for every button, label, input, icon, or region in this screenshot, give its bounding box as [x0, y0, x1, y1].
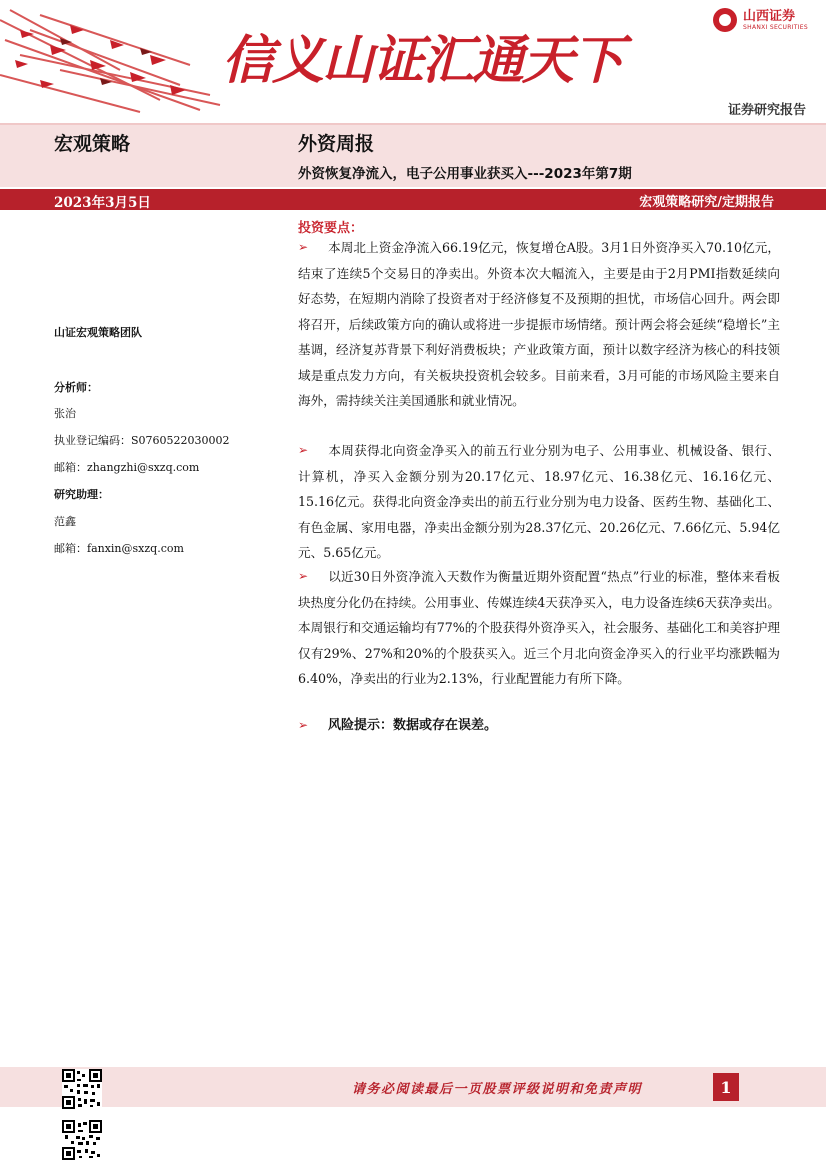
- paragraph-1-text: 本周北上资金净流入66.19亿元，恢复增仓A股。3月1日外资净买入70.10亿元，结束了连续5个交易日的净卖出。外资本次大幅流入，主要是由于2月PMI指数延续向好态势，在短期内消除了投资者对于经济修复不及预期的担忧，市场信心回升。两会即将召开，后续政策方向的确认或将进一步提振市场情绪。预计两会将会延续“稳增长”主基调，经济复苏背景下利好消费板块；产业政策方面，预计以数字经济为核心的科技领域是重点发力方向，有关板块投资机会较多。目前来看，3月可能的市场风险主要来自海外，需持续关注美国通胀和就业情况。: [298, 240, 780, 408]
- paragraph-3-text: 以近30日外资净流入天数作为衡量近期外资配置“热点”行业的标准，整体来看板块热度分化仍在持续。公用事业、传媒连续4天获净买入，电力设备连续6天获净卖出。本周银行和交通运输均有77%的个股获得外资净买入，社会服务、基础化工和美容护理仅有29%、27%和20%的个股获买入。近三个月北向资金净买入的行业平均涨跌幅为6.40%，净卖出的行业为2.13%，行业配置能力有所下降。: [298, 569, 780, 686]
- page-number: 1: [713, 1073, 739, 1101]
- logo-icon: [713, 8, 737, 32]
- paragraph-2: [298, 438, 780, 566]
- brand-slogan: 信义山证汇通天下: [222, 30, 623, 91]
- category-right: 外资周报: [298, 133, 375, 155]
- assistant-email: 邮箱：fanxin@sxzq.com: [54, 542, 184, 555]
- risk-warning: 风险提示：数据或存在误差。: [328, 718, 498, 733]
- analyst-license: 执业登记编码：S0760522030002: [54, 434, 230, 447]
- analyst-name: 张治: [54, 407, 76, 420]
- qr-code-icon: [62, 1120, 102, 1160]
- logo-text: 山西证券: [743, 8, 796, 24]
- paragraph-1: [298, 235, 780, 414]
- logo-text-en: SHANXI SECURITIES: [743, 23, 808, 31]
- analyst-label: 分析师：: [54, 381, 98, 394]
- document-title: 外资恢复净流入，电子公用事业获买入---2023年第7期: [298, 166, 632, 182]
- disclaimer-note: 请务必阅读最后一页股票评级说明和免责声明: [352, 1082, 643, 1097]
- bullet-arrow-icon: ➢: [298, 240, 309, 254]
- category-left: 宏观策略: [54, 133, 131, 155]
- paragraph-2-text: 本周获得北向资金净买入的前五行业分别为电子、公用事业、机械设备、银行、计算机，净买入金额分别为20.17亿元、18.97亿元、16.38亿元、16.16亿元、15.16亿元。获得北向资金净卖出的前五行业分别为电力设备、医药生物、基础化工、有色金属、家用电器，净卖出金额分别为28.37亿元、20.26亿元、7.66亿元、5.94亿元、5.65亿元。: [298, 443, 780, 560]
- team-name: 山证宏观策略团队: [54, 326, 142, 339]
- report-date: 2023年3月5日: [54, 195, 151, 211]
- bullet-arrow-icon: ➢: [298, 569, 309, 583]
- bullet-arrow-icon: ➢: [298, 718, 309, 732]
- assistant-label: 研究助理：: [54, 488, 109, 501]
- analyst-email: 邮箱：zhangzhi@sxzq.com: [54, 461, 200, 474]
- report-category: 宏观策略研究/定期报告: [639, 195, 774, 210]
- qr-code-icon: [62, 1069, 102, 1109]
- risk-paragraph: [298, 712, 780, 739]
- key-points-label: 投资要点：: [298, 221, 364, 236]
- company-logo: [713, 8, 808, 32]
- paragraph-3: [298, 564, 780, 692]
- report-type: 证券研究报告: [727, 103, 806, 118]
- bullet-arrow-icon: ➢: [298, 443, 309, 457]
- assistant-name: 范鑫: [54, 515, 76, 528]
